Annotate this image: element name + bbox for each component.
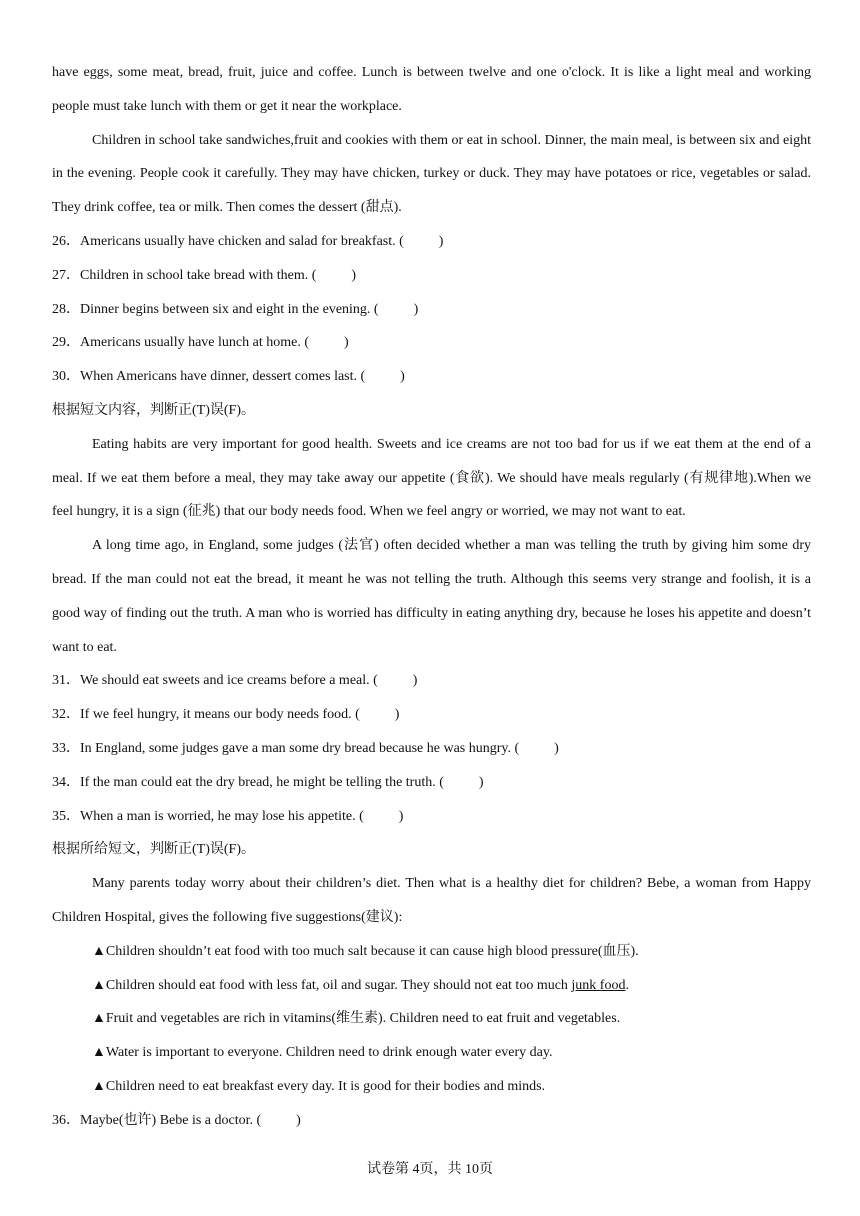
question-30: 30．When Americans have dinner, dessert comes last. ( ) bbox=[52, 369, 405, 385]
passage1-paragraph-1: have eggs, some meat, bread, fruit, juice and coffee. Lunch is between twelve and one o'clock. It is like a light meal and working people must take lunch with them or get it near the workplace. bbox=[52, 65, 811, 114]
page-footer: 试卷第 4页，共 10页 bbox=[367, 1162, 493, 1177]
suggestion-1: ▲Children shouldn’t eat food with too much salt because it can cause high blood pressure(血压). bbox=[92, 943, 639, 959]
suggestion-4: ▲Water is important to everyone. Children need to drink enough water every day. bbox=[92, 1045, 553, 1061]
instruction-section-2: 根据短文内容，判断正(T)误(F)。 bbox=[52, 402, 255, 418]
passage2-paragraph-1: Eating habits are very important for good health. Sweets and ice creams are not too bad for us if we eat them at the end of a meal. If we eat them before a meal, they may take away our appetite (食欲). We should have meals regularly (有规律地).When we feel hungry, it is a sign (征兆) that our body needs food. When we feel angry or worried, we may not want to eat. bbox=[52, 436, 811, 520]
suggestion-3: ▲Fruit and vegetables are rich in vitamins(维生素). Children need to eat fruit and vegetables. bbox=[92, 1011, 621, 1027]
question-35: 35．When a man is worried, he may lose his appetite. ( ) bbox=[52, 808, 404, 824]
suggestion-2 bbox=[52, 969, 811, 1003]
suggestion-2-end: . bbox=[625, 977, 629, 993]
junk-food-underlined: junk food bbox=[571, 977, 626, 993]
instruction-section-3: 根据所给短文，判断正(T)误(F)。 bbox=[52, 842, 255, 858]
passage2-paragraph-2: A long time ago, in England, some judges (法官) often decided whether a man was telling the truth by giving him some dry bread. If the man could not eat the bread, it meant he was not telling the truth. Although this seems very strange and foolish, it is a good way of finding out the truth. A man who is worried has difficulty in eating anything dry, because he loses his appetite and doesn’t want to eat. bbox=[52, 538, 811, 655]
question-31: 31．We should eat sweets and ice creams before a meal. ( ) bbox=[52, 673, 418, 689]
question-34: 34．If the man could eat the dry bread, he might be telling the truth. ( ) bbox=[52, 774, 484, 790]
question-26: 26．Americans usually have chicken and salad for breakfast. ( ) bbox=[52, 233, 444, 249]
question-36: 36．Maybe(也许) Bebe is a doctor. ( ) bbox=[52, 1112, 301, 1128]
question-28: 28．Dinner begins between six and eight in the evening. ( ) bbox=[52, 301, 419, 317]
question-27: 27．Children in school take bread with them. ( ) bbox=[52, 267, 357, 283]
question-32: 32．If we feel hungry, it means our body needs food. ( ) bbox=[52, 707, 400, 723]
question-29: 29．Americans usually have lunch at home. ( ) bbox=[52, 335, 349, 351]
passage1-paragraph-2: Children in school take sandwiches,fruit and cookies with them or eat in school. Dinner, the main meal, is between six and eight in the evening. People cook it carefully. They may have chicken, turkey or duck. They may have potatoes or rice, vegetables or salad. They drink coffee, tea or milk. Then comes the dessert (甜点). bbox=[52, 132, 811, 216]
question-33: 33．In England, some judges gave a man some dry bread because he was hungry. ( ) bbox=[52, 740, 559, 756]
suggestion-5: ▲Children need to eat breakfast every day. It is good for their bodies and minds. bbox=[92, 1078, 546, 1094]
suggestion-2-text: ▲Children should eat food with less fat, oil and sugar. They should not eat too much bbox=[92, 977, 572, 993]
passage3-paragraph-1: Many parents today worry about their children’s diet. Then what is a healthy diet for children? Bebe, a woman from Happy Children Hospital, gives the following five suggestions(建议): bbox=[52, 876, 811, 925]
